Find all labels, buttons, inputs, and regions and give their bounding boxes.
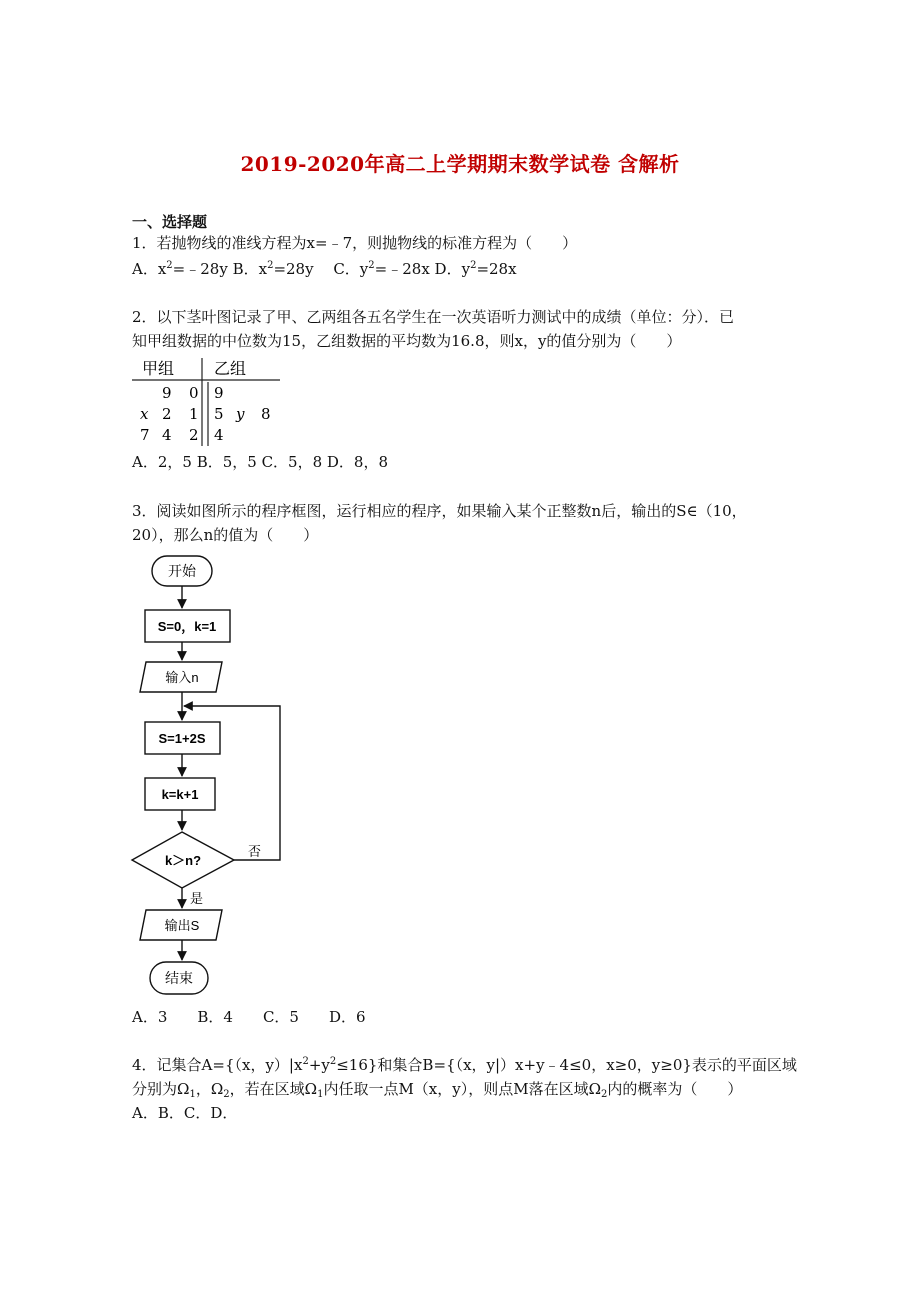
row0-stem: 0 bbox=[189, 384, 199, 402]
q4-line1 bbox=[132, 1054, 797, 1076]
q4-l2-a: 分别为Ω bbox=[132, 1080, 190, 1098]
q1-stem: 1．若抛物线的准线方程为x=﹣7，则抛物线的标准方程为（ ） bbox=[132, 234, 578, 252]
q1-d: =﹣28x D．y bbox=[374, 260, 471, 278]
q3-options: A．3 B．4 C．5 D．6 bbox=[132, 1008, 366, 1026]
row2-stem: 2 bbox=[189, 426, 199, 444]
flowchart bbox=[130, 550, 290, 1000]
q1-d-exp: 2 bbox=[470, 260, 477, 271]
q4-l2-b: ，Ω bbox=[195, 1080, 224, 1098]
q4-line2 bbox=[132, 1078, 742, 1100]
loop-back-arrow bbox=[184, 706, 280, 860]
q2-line1: 2．以下茎叶图记录了甲、乙两组各五名学生在一次英语听力测试中的成绩（单位：分）．已 bbox=[132, 308, 735, 326]
section-heading: 一、选择题 bbox=[132, 213, 208, 231]
q1-options bbox=[132, 258, 517, 280]
row1-right3: 8 bbox=[261, 405, 271, 423]
q2-line2: 知甲组数据的中位数为15，乙组数据的平均数为16.8，则x，y的值分别为（ ） bbox=[132, 332, 682, 350]
flow-step1-label: S=1+2S bbox=[158, 731, 206, 746]
q4-l2-s2: 2 bbox=[223, 1089, 230, 1100]
row2-left1: 7 bbox=[140, 426, 150, 444]
q4-l1-c: ≤16}和集合B={（x，y|）x+y﹣4≤0，x≥0，y≥0}表示的平面区域 bbox=[336, 1056, 797, 1074]
q4-l2-s1: 1 bbox=[189, 1089, 196, 1100]
flow-input-label: 输入n bbox=[165, 670, 199, 685]
flow-start-label: 开始 bbox=[168, 563, 196, 579]
row2-left2: 4 bbox=[162, 426, 172, 444]
flow-yes-label: 是 bbox=[190, 891, 204, 906]
q4-l2-e: 内的概率为（ ） bbox=[607, 1080, 743, 1098]
q1-c-exp: 2 bbox=[368, 260, 375, 271]
q1-d-tail: =28x bbox=[476, 260, 517, 278]
row1-right1: 5 bbox=[214, 405, 224, 423]
flow-no-label: 否 bbox=[248, 844, 262, 859]
row1-stem: 1 bbox=[189, 405, 199, 423]
q1-b-exp: 2 bbox=[267, 260, 274, 271]
page-title: 2019-2020年高二上学期期末数学试卷 含解析 bbox=[240, 152, 680, 176]
q4-l2-d: 内任取一点M（x，y），则点M落在区域Ω bbox=[323, 1080, 602, 1098]
stem-head-right: 乙组 bbox=[214, 359, 247, 378]
row2-right1: 4 bbox=[214, 426, 224, 444]
q3-line2: 20），那么n的值为（ ） bbox=[132, 526, 319, 544]
q4-options: A．B．C．D． bbox=[132, 1104, 238, 1122]
flow-step2-label: k=k+1 bbox=[161, 787, 199, 802]
flow-cond-label: k＞n? bbox=[164, 853, 202, 868]
row1-left2: 2 bbox=[162, 405, 172, 423]
q4-l1-a: 4．记集合A={（x，y）|x bbox=[132, 1056, 303, 1074]
q4-l2-s3: 1 bbox=[317, 1089, 324, 1100]
q4-l1-e2: 2 bbox=[329, 1056, 337, 1067]
q4-l1-b: +y bbox=[308, 1056, 330, 1074]
q4-l1-e1: 2 bbox=[302, 1056, 309, 1067]
stem-head-left: 甲组 bbox=[142, 359, 175, 378]
q4-l2-c: ，若在区域Ω bbox=[229, 1080, 318, 1098]
flow-output-label: 输出S bbox=[164, 918, 200, 933]
q1-c: =28y C．y bbox=[273, 260, 369, 278]
row1-right2: y bbox=[236, 405, 245, 423]
q2-options: A．2，5 B．5，5 C．5，8 D．8，8 bbox=[132, 453, 389, 471]
q1-b: =﹣28y B．x bbox=[172, 260, 268, 278]
row0-right1: 9 bbox=[214, 384, 224, 402]
flow-init-label: S=0，k=1 bbox=[157, 619, 217, 634]
row1-left1: x bbox=[140, 405, 149, 423]
q1-a-exp: 2 bbox=[166, 260, 173, 271]
q3-line1: 3．阅读如图所示的程序框图，运行相应的程序，如果输入某个正整数n后，输出的S∈（10， bbox=[132, 502, 747, 520]
q1-a: A．x bbox=[132, 260, 167, 278]
flow-end-label: 结束 bbox=[165, 970, 193, 986]
row0-left2: 9 bbox=[162, 384, 172, 402]
q4-l2-s4: 2 bbox=[601, 1089, 608, 1100]
stem-leaf-plot bbox=[132, 358, 282, 448]
